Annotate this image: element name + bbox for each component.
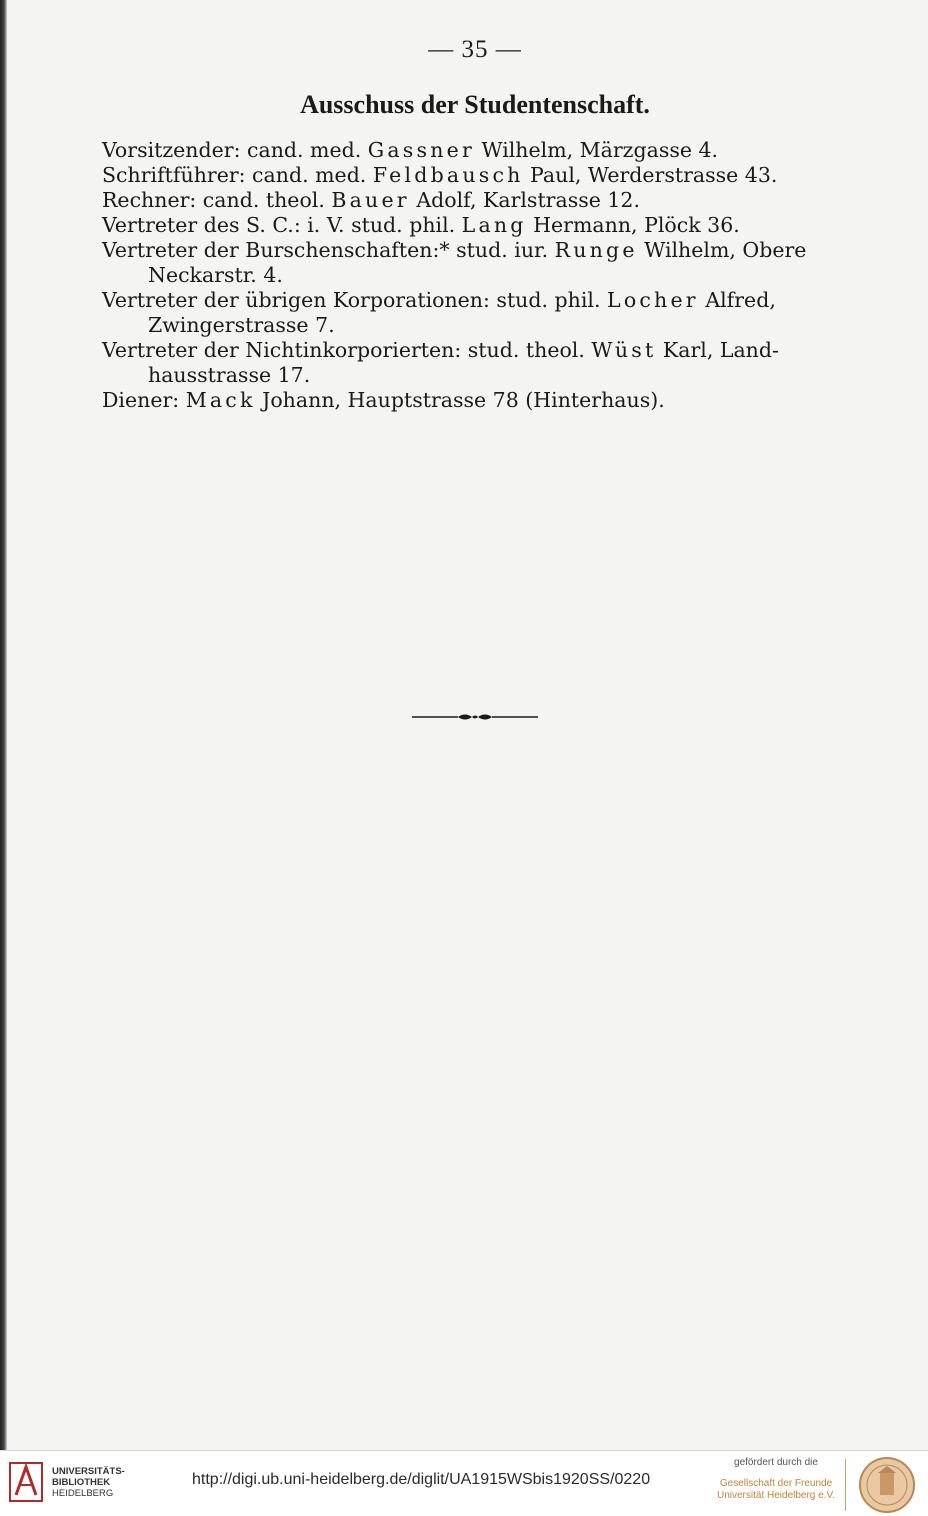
list-item: Rechner: cand. theol. Bauer Adolf, Karlstrasse 12. — [102, 188, 640, 212]
university-seal-icon — [852, 1455, 922, 1515]
source-url-link[interactable]: http://digi.ub.uni-heidelberg.de/diglit/UA1915WSbis1920SS/0220 — [192, 1471, 651, 1488]
spaced-name: Lang — [461, 213, 527, 237]
spaced-name: Wüst — [591, 338, 657, 362]
list-item-continuation: Zwingerstrasse 7. — [148, 313, 335, 337]
sponsor-org-line2: Universität Heidelberg e.V. — [716, 1490, 836, 1501]
list-item: Vertreter der übrigen Korporationen: stud. phil. Locher Alfred, Zwingerstrasse 7. — [102, 288, 862, 338]
spaced-name: Runge — [554, 238, 638, 262]
committee-list — [102, 138, 862, 413]
page-number: — 35 — — [428, 36, 522, 63]
list-item: Schriftführer: cand. med. Feldbausch Paul, Werderstrasse 43. — [102, 163, 778, 187]
ornament-divider-icon — [410, 707, 540, 727]
sponsor-org-line1: Gesellschaft der Freunde — [719, 1478, 833, 1489]
page-binding-edge — [0, 0, 7, 1450]
list-item: Vertreter der Burschenschaften:* stud. iur. Runge Wilhelm, Obere Neckarstr. 4. — [102, 238, 862, 288]
spaced-name: Feldbausch — [372, 163, 524, 187]
footer-bar — [0, 1450, 928, 1516]
list-item: Vorsitzender: cand. med. Gassner Wilhelm, Märzgasse 4. — [102, 138, 719, 162]
list-item: Diener: Mack Johann, Hauptstrasse 78 (Hinterhaus). — [102, 388, 665, 412]
list-item-continuation: Neckarstr. 4. — [148, 263, 283, 287]
spaced-name: Mack — [185, 388, 256, 412]
library-name: UNIVERSITÄTS- BIBLIOTHEK HEIDELBERG — [52, 1466, 125, 1499]
spaced-name: Locher — [607, 288, 699, 312]
spaced-name: Gassner — [367, 138, 475, 162]
university-library-logo-icon — [8, 1459, 44, 1505]
list-item: Vertreter des S. C.: i. V. stud. phil. Lang Hermann, Plöck 36. — [102, 213, 740, 237]
list-item: Vertreter der Nichtinkorporierten: stud. theol. Wüst Karl, Land- hausstrasse 17. — [102, 338, 862, 388]
footer-divider — [845, 1459, 846, 1511]
list-item-continuation: hausstrasse 17. — [148, 363, 311, 387]
sponsor-label: gefördert durch die — [734, 1457, 818, 1468]
sponsor-block — [712, 1457, 840, 1502]
spaced-name: Bauer — [331, 188, 410, 212]
section-heading: Ausschuss der Studentenschaft. — [300, 90, 650, 119]
